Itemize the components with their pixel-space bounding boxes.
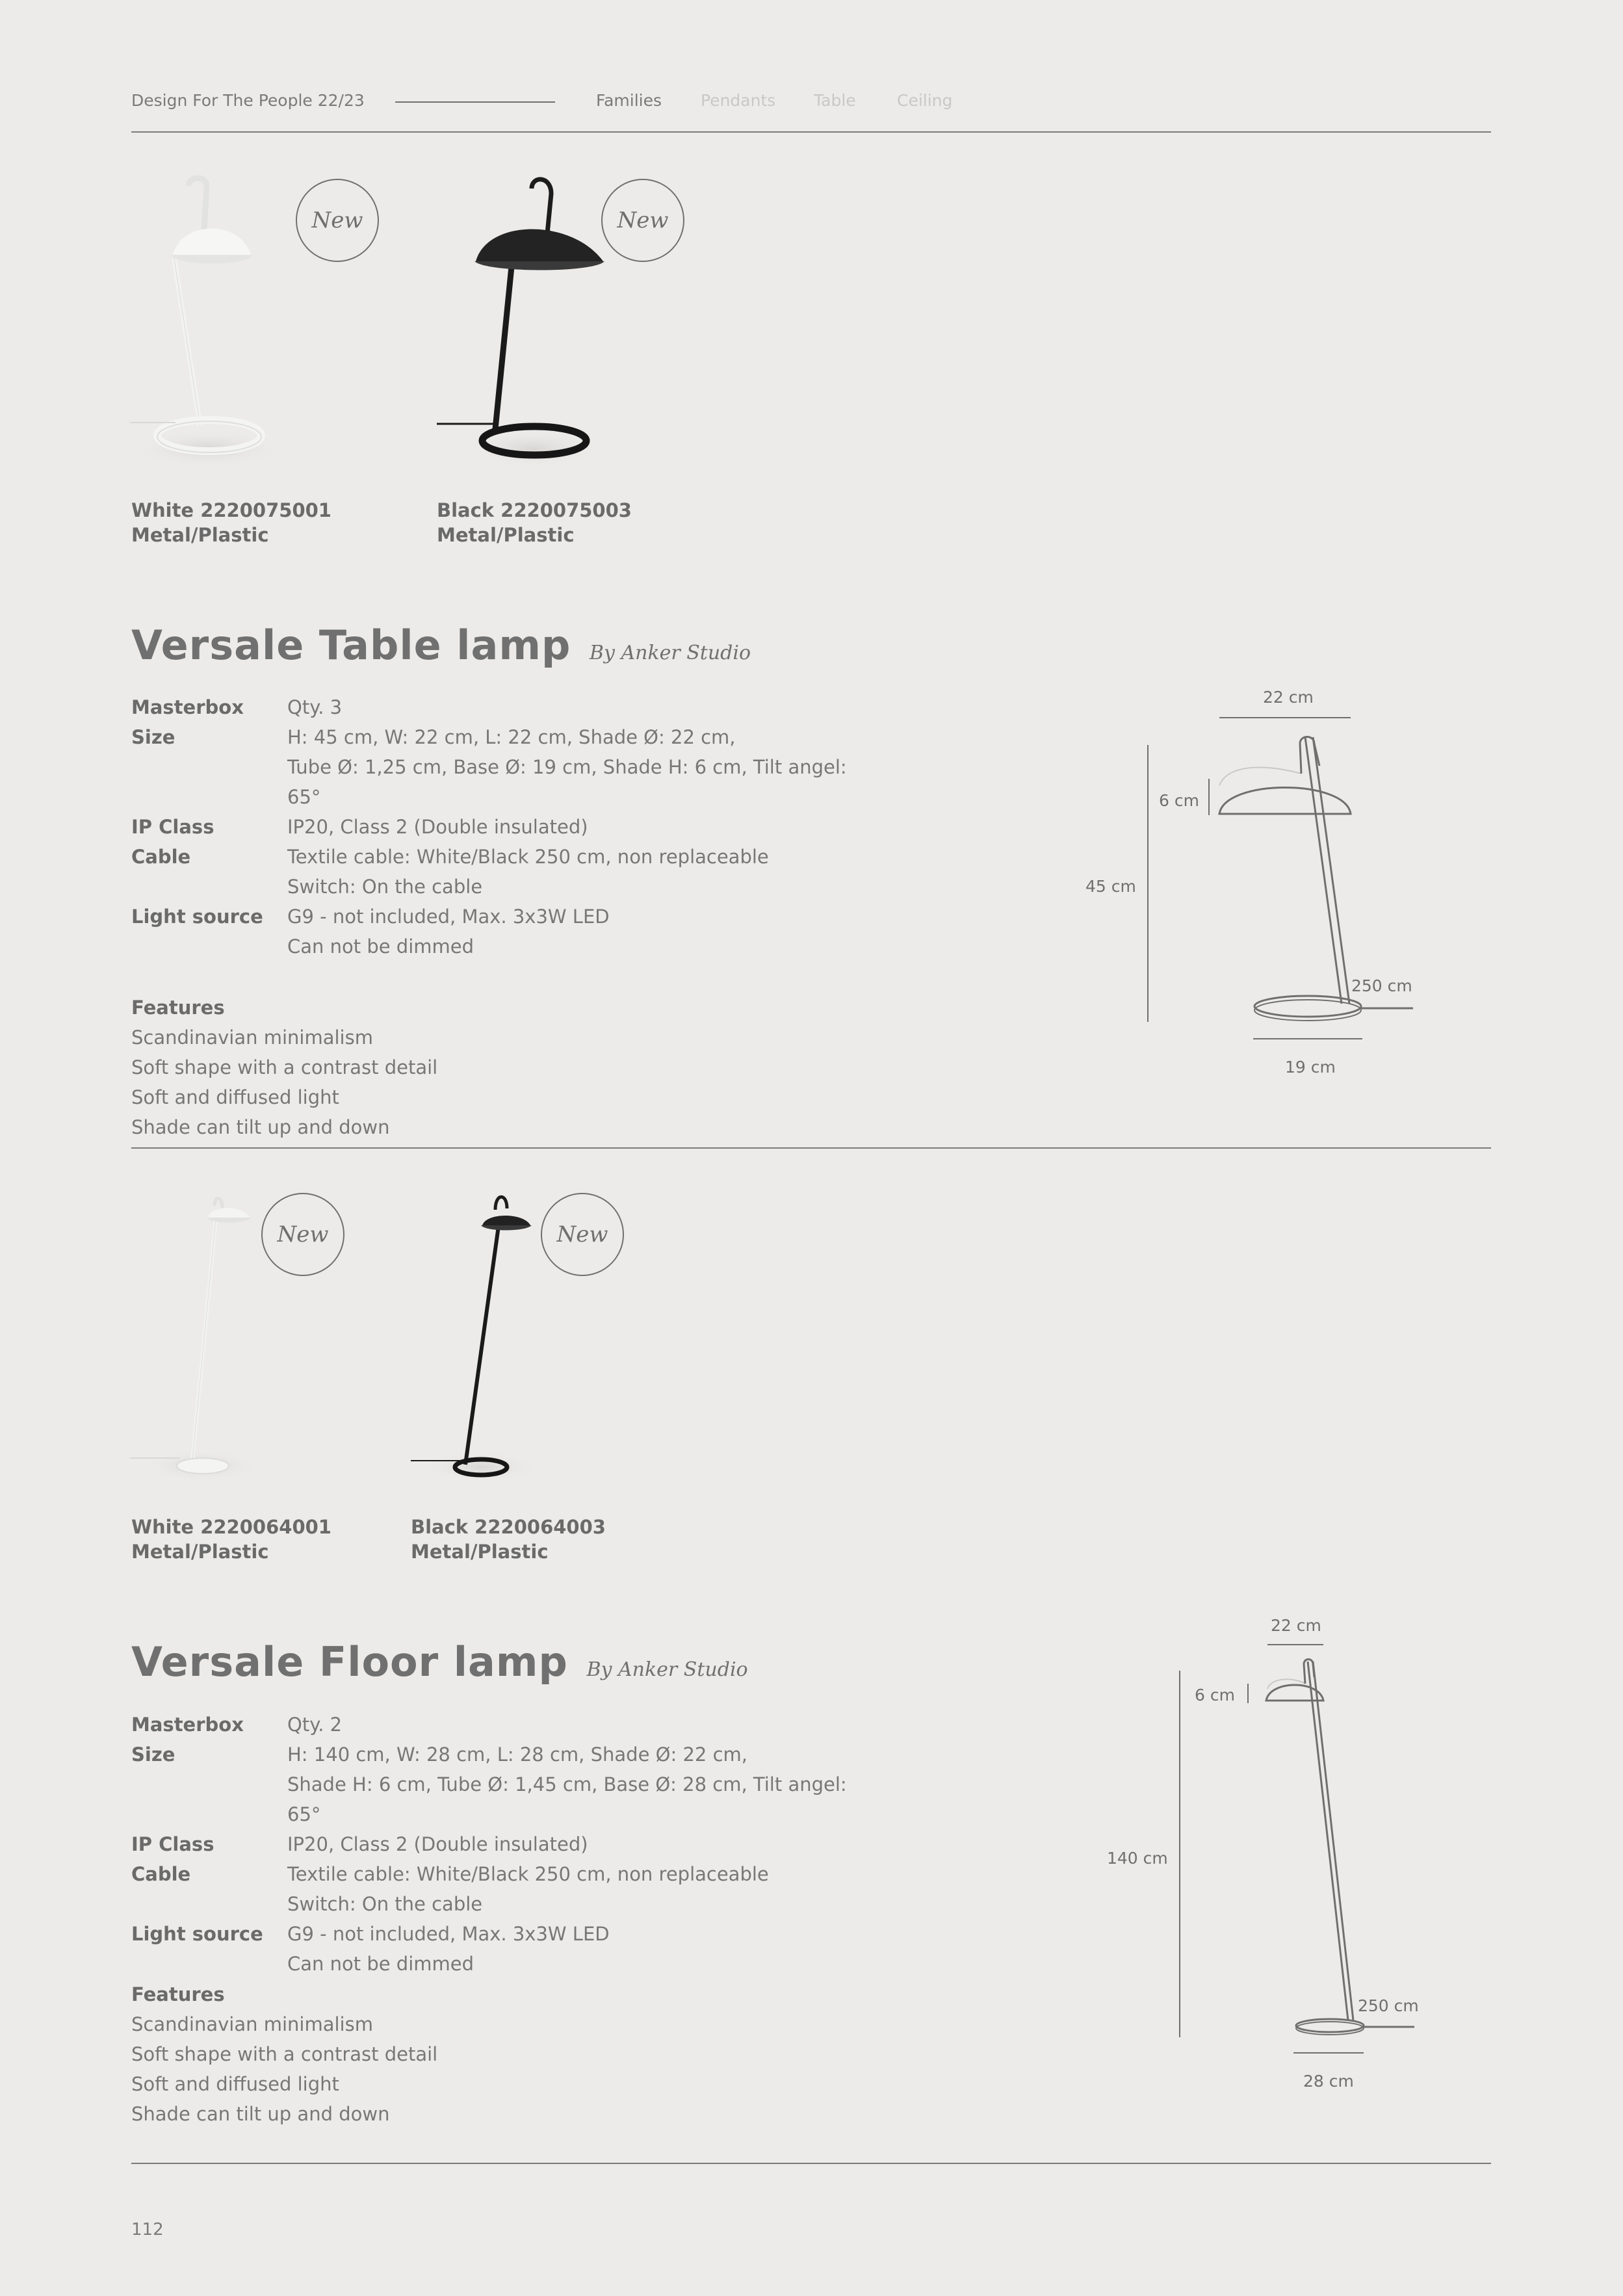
spec-size bbox=[131, 1740, 859, 1829]
variant-white bbox=[131, 1515, 331, 1564]
feature-item: Soft and diffused light bbox=[131, 1086, 339, 1108]
spec-light-source bbox=[131, 1919, 859, 1979]
spec-value: H: 140 cm, W: 28 cm, L: 28 cm, Shade Ø: 22 cm, bbox=[287, 1743, 747, 1766]
black-floor-lamp-image bbox=[409, 1186, 552, 1485]
spec-value: IP20, Class 2 (Double insulated) bbox=[287, 816, 588, 838]
feature-item: Scandinavian minimalism bbox=[131, 2013, 373, 2035]
nav-ceiling[interactable]: Ceiling bbox=[897, 91, 953, 110]
spec-label: Cable bbox=[131, 846, 191, 868]
spec-label: Size bbox=[131, 1743, 175, 1766]
footer-rule bbox=[131, 2163, 1491, 2164]
spec-value: Qty. 3 bbox=[287, 696, 343, 718]
spec-table bbox=[131, 1710, 859, 1979]
new-badge: New bbox=[296, 179, 379, 262]
spec-cable bbox=[131, 1859, 859, 1919]
spec-masterbox bbox=[131, 1710, 859, 1740]
spec-value: G9 - not included, Max. 3x3W LED bbox=[287, 1923, 610, 1945]
spec-label: Masterbox bbox=[131, 1714, 244, 1736]
spec-size bbox=[131, 722, 859, 812]
feature-item: Shade can tilt up and down bbox=[131, 1116, 390, 1138]
white-table-lamp-image bbox=[130, 176, 286, 475]
spec-label: Size bbox=[131, 726, 175, 748]
spec-value: Switch: On the cable bbox=[287, 1893, 483, 1915]
spec-light-source bbox=[131, 902, 859, 961]
dim-cable: 250 cm bbox=[1351, 976, 1412, 995]
spec-masterbox bbox=[131, 692, 859, 722]
new-badge: New bbox=[601, 179, 684, 262]
features-block bbox=[131, 993, 437, 1142]
spec-value: 65° bbox=[287, 786, 321, 808]
header-divider bbox=[395, 101, 555, 103]
spec-label: Light source bbox=[131, 1923, 263, 1945]
product-name: Versale Table lamp bbox=[131, 621, 571, 669]
variant-code: White 2220064001 bbox=[131, 1516, 331, 1538]
variant-code: Black 2220064003 bbox=[411, 1516, 606, 1538]
feature-item: Shade can tilt up and down bbox=[131, 2103, 390, 2125]
spec-value: Can not be dimmed bbox=[287, 1953, 474, 1975]
variant-material: Metal/Plastic bbox=[131, 1541, 269, 1563]
nav-table[interactable]: Table bbox=[814, 91, 856, 110]
feature-item: Soft shape with a contrast detail bbox=[131, 2043, 438, 2065]
feature-item: Scandinavian minimalism bbox=[131, 1026, 373, 1049]
dim-width: 22 cm bbox=[1263, 688, 1314, 707]
product-designer: By Anker Studio bbox=[586, 1658, 748, 1681]
variant-black bbox=[437, 498, 632, 547]
variant-material: Metal/Plastic bbox=[411, 1541, 549, 1563]
spec-value: H: 45 cm, W: 22 cm, L: 22 cm, Shade Ø: 22 cm, bbox=[287, 726, 736, 748]
section-rule bbox=[131, 1147, 1491, 1149]
variant-black bbox=[411, 1515, 606, 1564]
features-label: Features bbox=[131, 1983, 225, 2005]
product-designer: By Anker Studio bbox=[589, 642, 751, 664]
variant-code: White 2220075001 bbox=[131, 499, 331, 521]
spec-label: IP Class bbox=[131, 816, 214, 838]
dim-cable: 250 cm bbox=[1358, 1996, 1419, 2015]
dim-base: 28 cm bbox=[1303, 2072, 1354, 2091]
dim-height: 140 cm bbox=[1107, 1849, 1168, 1868]
product-title bbox=[131, 621, 751, 669]
dim-base: 19 cm bbox=[1285, 1058, 1336, 1076]
spec-ip-class bbox=[131, 1829, 859, 1859]
feature-item: Soft and diffused light bbox=[131, 2073, 339, 2095]
spec-label: Cable bbox=[131, 1863, 191, 1885]
product-title bbox=[131, 1638, 748, 1686]
variant-material: Metal/Plastic bbox=[437, 524, 575, 546]
variant-white bbox=[131, 498, 331, 547]
dim-width: 22 cm bbox=[1271, 1616, 1321, 1635]
header-rule bbox=[131, 131, 1491, 133]
spec-value: Textile cable: White/Black 250 cm, non replaceable bbox=[287, 846, 769, 868]
spec-value: Shade H: 6 cm, Tube Ø: 1,45 cm, Base Ø: 28 cm, Tilt angel: 65° bbox=[287, 1773, 847, 1825]
spec-label: Masterbox bbox=[131, 696, 244, 718]
spec-value: G9 - not included, Max. 3x3W LED bbox=[287, 906, 610, 928]
dim-height: 45 cm bbox=[1085, 877, 1136, 896]
page-number: 112 bbox=[131, 2220, 164, 2239]
variant-material: Metal/Plastic bbox=[131, 524, 269, 546]
dim-shade-height: 6 cm bbox=[1159, 791, 1199, 810]
nav-pendants[interactable]: Pendants bbox=[701, 91, 776, 110]
spec-cable bbox=[131, 842, 859, 902]
nav-families[interactable]: Families bbox=[596, 91, 662, 110]
feature-item: Soft shape with a contrast detail bbox=[131, 1056, 438, 1078]
spec-value: Qty. 2 bbox=[287, 1714, 343, 1736]
variant-code: Black 2220075003 bbox=[437, 499, 632, 521]
spec-ip-class bbox=[131, 812, 859, 842]
new-badge: New bbox=[261, 1193, 344, 1276]
spec-value: Textile cable: White/Black 250 cm, non replaceable bbox=[287, 1863, 769, 1885]
features-label: Features bbox=[131, 997, 225, 1019]
spec-table bbox=[131, 692, 859, 961]
spec-value: Switch: On the cable bbox=[287, 876, 483, 898]
features-block bbox=[131, 1979, 437, 2129]
new-badge: New bbox=[541, 1193, 624, 1276]
black-table-lamp-image bbox=[435, 176, 604, 475]
spec-value: IP20, Class 2 (Double insulated) bbox=[287, 1833, 588, 1855]
spec-label: IP Class bbox=[131, 1833, 214, 1855]
white-floor-lamp-image bbox=[130, 1186, 260, 1485]
dim-shade-height: 6 cm bbox=[1195, 1686, 1235, 1704]
catalog-title: Design For The People 22/23 bbox=[131, 91, 365, 110]
spec-value: Can not be dimmed bbox=[287, 935, 474, 958]
product-name: Versale Floor lamp bbox=[131, 1638, 568, 1686]
spec-value: Tube Ø: 1,25 cm, Base Ø: 19 cm, Shade H: 6 cm, Tilt angel: bbox=[287, 756, 847, 778]
spec-label: Light source bbox=[131, 906, 263, 928]
